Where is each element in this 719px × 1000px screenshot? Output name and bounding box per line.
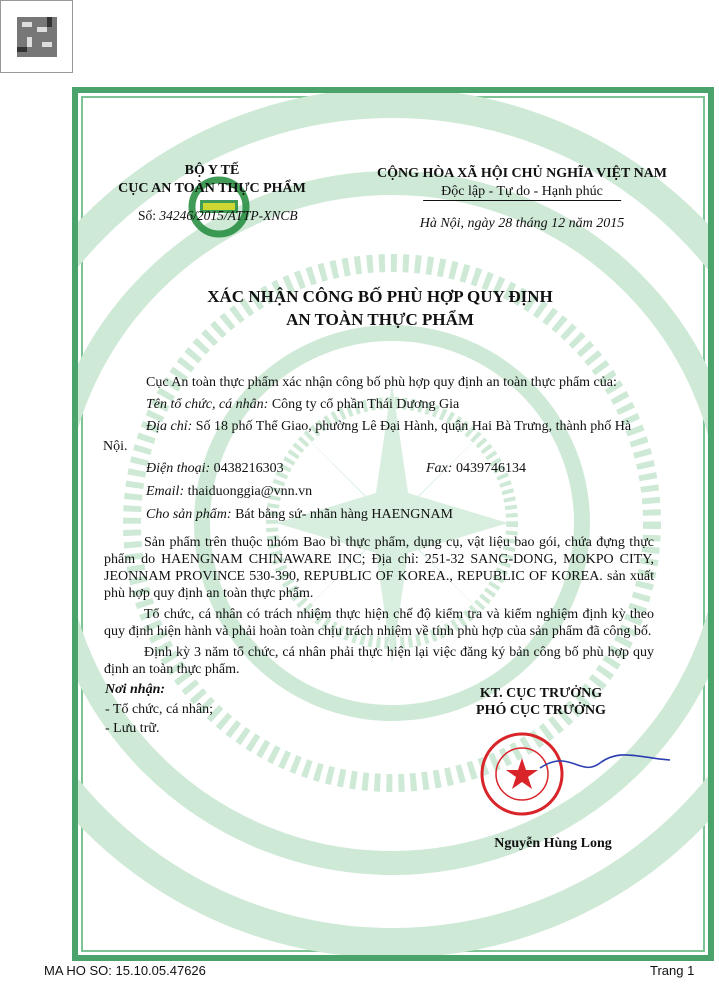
product-paragraph: Sản phẩm trên thuộc nhóm Bao bì thực phẩm, dụng cụ, vật liệu bao gói, chứa đựng thực phẩm do HAENGNAM CHINAWARE INC; Địa chỉ: 251-32 SANG-DONG, MOKPO CITY, JEONNAM PROVINCE 530-390, REPUBLIC OF KOREA., REPUBLIC OF KOREA. sản xuất phù hợp quy định an toàn thực phẩm. xyxy=(104,535,654,601)
product-value: Bát bằng sứ- nhãn hàng HAENGNAM xyxy=(235,507,454,522)
org-label: Tên tổ chức, cá nhân: xyxy=(146,397,269,412)
product-label: Cho sản phẩm: xyxy=(146,507,232,522)
qr-code xyxy=(0,0,73,73)
email-value: thaiduonggia@vnn.vn xyxy=(187,484,313,499)
email-label: Email: xyxy=(146,484,185,499)
org-value: Công ty cổ phần Thái Dương Gia xyxy=(271,397,460,412)
address-continued: Nội. xyxy=(103,439,128,454)
signer-position: PHÓ CỤC TRƯỞNG xyxy=(476,703,606,718)
renewal-paragraph: Định kỳ 3 năm tổ chức, cá nhân phải thực hiện lại việc đăng ký bản công bố phù hợp quy định an toàn thực phẩm. xyxy=(104,645,654,677)
qr-code-icon xyxy=(17,17,57,57)
page-number: Trang 1 xyxy=(650,963,695,978)
signer-title: KT. CỤC TRƯỞNG xyxy=(479,686,603,701)
responsibility-paragraph: Tổ chức, cá nhân có trách nhiệm thực hiện chế độ kiểm tra và kiểm nghiệm định kỳ theo quy định hiện hành và phải hoàn toàn chịu trách nhiệm về tính phù hợp của sản phẩm đã công bố. xyxy=(104,607,654,639)
intro-text: Cục An toàn thực phẩm xác nhận công bố phù hợp quy định an toàn thực phẩm của: xyxy=(146,375,617,390)
phone-label: Điện thoại: xyxy=(146,461,211,476)
official-seal xyxy=(480,728,680,828)
fax-label: Fax: xyxy=(426,461,453,476)
department-name: CỤC AN TOÀN THỰC PHẨM xyxy=(118,181,306,196)
ministry-name: BỘ Y TẾ xyxy=(184,163,240,178)
file-code: MA HO SO: 15.10.05.47626 xyxy=(44,963,206,978)
national-motto: Độc lập - Tự do - Hạnh phúc xyxy=(423,184,621,201)
fax-value: 0439746134 xyxy=(455,461,526,476)
body-paragraphs xyxy=(104,534,654,854)
address-label: Địa chỉ: xyxy=(146,419,193,434)
number-label: Số: xyxy=(138,208,157,223)
recipient-item: - Lưu trữ. xyxy=(105,721,160,736)
address-value: Số 18 phố Thể Giao, phường Lê Đại Hành, quận Hai Bà Trưng, thành phố Hà xyxy=(195,419,632,434)
recipients-label: Nơi nhận: xyxy=(105,682,166,697)
document-number: 34246/2015/ATTP-XNCB xyxy=(159,208,298,223)
place-date: Hà Nội, ngày 28 tháng 12 năm 2015 xyxy=(419,216,625,231)
country-name: CỘNG HÒA XÃ HỘI CHỦ NGHĨA VIỆT NAM xyxy=(376,166,668,181)
recipient-item: - Tổ chức, cá nhân; xyxy=(105,702,214,717)
document-title-line2: AN TOÀN THỰC PHẨM xyxy=(286,310,474,329)
phone-value: 0438216303 xyxy=(213,461,284,476)
closing-section xyxy=(104,682,654,854)
signer-name: Nguyễn Hùng Long xyxy=(494,836,612,851)
document-title: XÁC NHẬN CÔNG BỐ PHÙ HỢP QUY ĐỊNH xyxy=(207,287,553,306)
